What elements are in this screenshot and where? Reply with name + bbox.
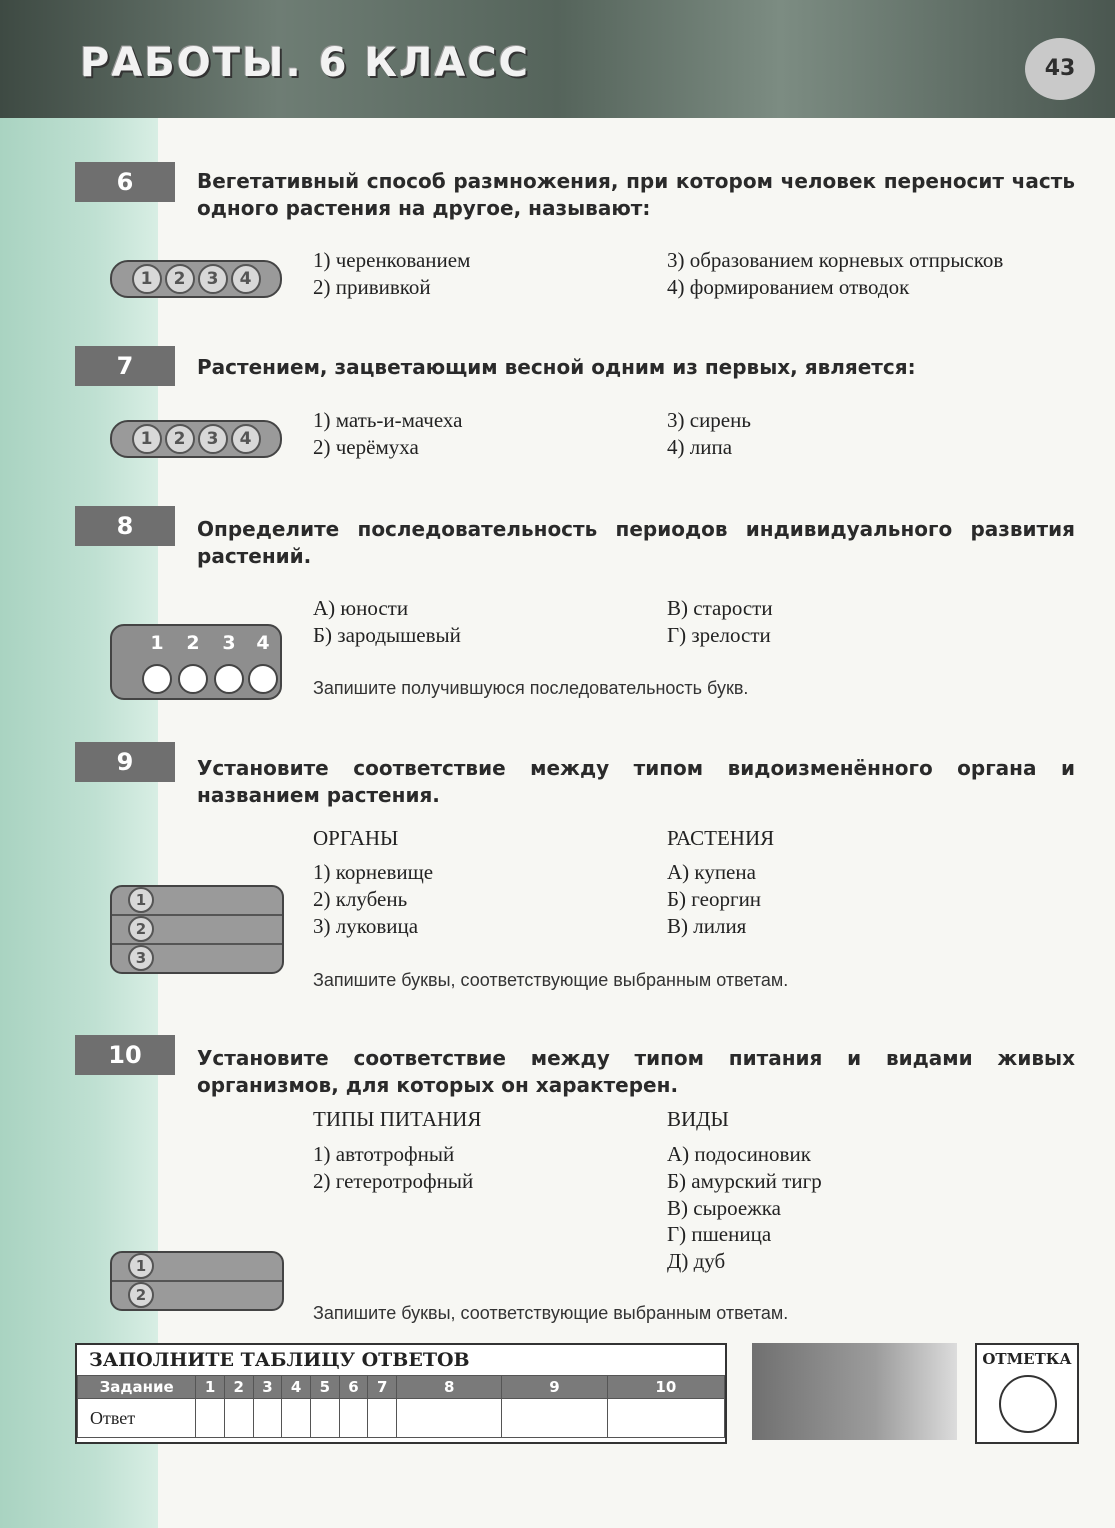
answer-row-2[interactable] [112,916,282,945]
answer-row-2[interactable] [112,1282,282,1309]
answer-cell-9[interactable] [502,1399,607,1438]
task-col-10: 10 [607,1376,724,1399]
q6-option-2: 2) прививкой [313,275,431,299]
answer-circle-1[interactable]: 1 [132,264,162,294]
answer-cell-1[interactable] [196,1399,225,1438]
q10-left-1: 1) автотрофный [313,1142,455,1166]
page-number: 43 [1025,38,1095,100]
question-10-hint: Запишите буквы, соответствующие выбранным ответам. [313,1303,789,1323]
answer-cell-5[interactable] [310,1399,339,1438]
question-6-number: 6 [75,162,175,202]
q10-left-2: 2) гетеротрофный [313,1169,474,1193]
q9-left-title: ОРГАНЫ [313,826,399,850]
question-8-sequence-grid [110,624,282,700]
answer-circle-3[interactable]: 3 [198,424,228,454]
answer-cell-2[interactable] [224,1399,253,1438]
q7-option-2: 2) черёмуха [313,435,419,459]
q10-right-g: Г) пшеница [667,1222,772,1246]
q9-right-title: РАСТЕНИЯ [667,826,775,850]
grid-label-4: 4 [256,632,270,654]
task-col-2: 2 [224,1376,253,1399]
q8-option-b: Б) зародышевый [313,623,461,647]
grid-label-1: 1 [150,632,164,654]
answer-row-1[interactable] [112,1253,282,1282]
answer-circle-1[interactable]: 1 [132,424,162,454]
answer-table [77,1375,725,1438]
q6-option-3: 3) образованием корневых отпрысков [667,248,1004,272]
answer-cell-4[interactable] [282,1399,311,1438]
q8-option-v: В) старости [667,596,773,620]
question-6-text: Вегетативный способ размножения, при котором человек переносит часть одного растения на другое, называют: [197,169,1075,220]
q8-option-g: Г) зрелости [667,623,771,647]
q10-left-title: ТИПЫ ПИТАНИЯ [313,1107,482,1131]
q7-option-1: 1) мать-и-мачеха [313,408,463,432]
q9-right-v: В) лилия [667,914,747,938]
q9-left-3: 3) луковица [313,914,419,938]
task-col-3: 3 [253,1376,282,1399]
answer-table-title: ЗАПОЛНИТЕ ТАБЛИЦУ ОТВЕТОВ [89,1349,470,1371]
q10-right-b: Б) амурский тигр [667,1169,822,1193]
row-number: 1 [128,887,154,913]
question-9-answer-rows [110,885,284,974]
question-10-number: 10 [75,1035,175,1075]
q7-option-3: 3) сирень [667,408,751,432]
question-9-text: Установите соответствие между типом видоизменённого органа и названием растения. [197,756,1075,807]
answer-circle-4[interactable]: 4 [231,264,261,294]
sequence-slot-1[interactable] [142,664,172,694]
page-header [0,0,1115,118]
question-9-number: 9 [75,742,175,782]
q9-right-a: А) купена [667,860,756,884]
question-10-answer-rows [110,1251,284,1311]
task-row-label: Задание [78,1376,196,1399]
task-col-1: 1 [196,1376,225,1399]
q9-left-1: 1) корневище [313,860,434,884]
question-8-text: Определите последовательность периодов индивидуального развития растений. [197,517,1075,568]
question-7-answer-circles [110,420,282,458]
answer-circle-4[interactable]: 4 [231,424,261,454]
question-6-answer-circles [110,260,282,298]
q9-right-b: Б) георгин [667,887,762,911]
answer-cell-3[interactable] [253,1399,282,1438]
q6-option-4: 4) формированием отводок [667,275,910,299]
sequence-slot-2[interactable] [178,664,208,694]
answer-cell-6[interactable] [339,1399,368,1438]
question-10-text: Установите соответствие между типом питания и видами живых организмов, для которых он характерен. [197,1046,1075,1097]
answer-circle-3[interactable]: 3 [198,264,228,294]
row-number: 2 [128,916,154,942]
answer-circle-2[interactable]: 2 [165,424,195,454]
answer-circle-2[interactable]: 2 [165,264,195,294]
question-7-text: Растением, зацветающим весной одним из первых, является: [197,355,916,379]
task-col-8: 8 [397,1376,502,1399]
q7-option-4: 4) липа [667,435,733,459]
row-number: 2 [128,1282,154,1308]
sequence-slot-4[interactable] [248,664,278,694]
grid-label-2: 2 [186,632,200,654]
task-col-9: 9 [502,1376,607,1399]
answer-table-box [75,1343,727,1444]
q9-left-2: 2) клубень [313,887,408,911]
answer-row-3[interactable] [112,945,282,972]
q8-option-a: А) юности [313,596,409,620]
q10-right-a: А) подосиновик [667,1142,811,1166]
task-col-5: 5 [310,1376,339,1399]
task-col-4: 4 [282,1376,311,1399]
grid-label-3: 3 [222,632,236,654]
question-8-hint: Запишите получившуюся последовательность букв. [313,678,749,698]
answer-cell-8[interactable] [397,1399,502,1438]
task-col-6: 6 [339,1376,368,1399]
header-title: РАБОТЫ. 6 КЛАСС [80,40,530,86]
q6-option-1: 1) черенкованием [313,248,471,272]
answer-row-label: Ответ [78,1399,196,1438]
answer-cell-10[interactable] [607,1399,724,1438]
answer-cell-7[interactable] [368,1399,397,1438]
question-9-hint: Запишите буквы, соответствующие выбранным ответам. [313,970,789,990]
task-col-7: 7 [368,1376,397,1399]
question-8-number: 8 [75,506,175,546]
q10-right-d: Д) дуб [667,1249,726,1273]
decorative-gradient-block [752,1343,957,1440]
q10-right-title: ВИДЫ [667,1107,729,1131]
question-7-number: 7 [75,346,175,386]
sequence-slot-3[interactable] [214,664,244,694]
q10-right-v: В) сыроежка [667,1196,781,1220]
grade-circle[interactable] [999,1375,1057,1433]
row-number: 3 [128,945,154,971]
grade-title: ОТМЕТКА [982,1350,1072,1368]
answer-row-1[interactable] [112,887,282,916]
grade-box [975,1343,1079,1444]
row-number: 1 [128,1253,154,1279]
